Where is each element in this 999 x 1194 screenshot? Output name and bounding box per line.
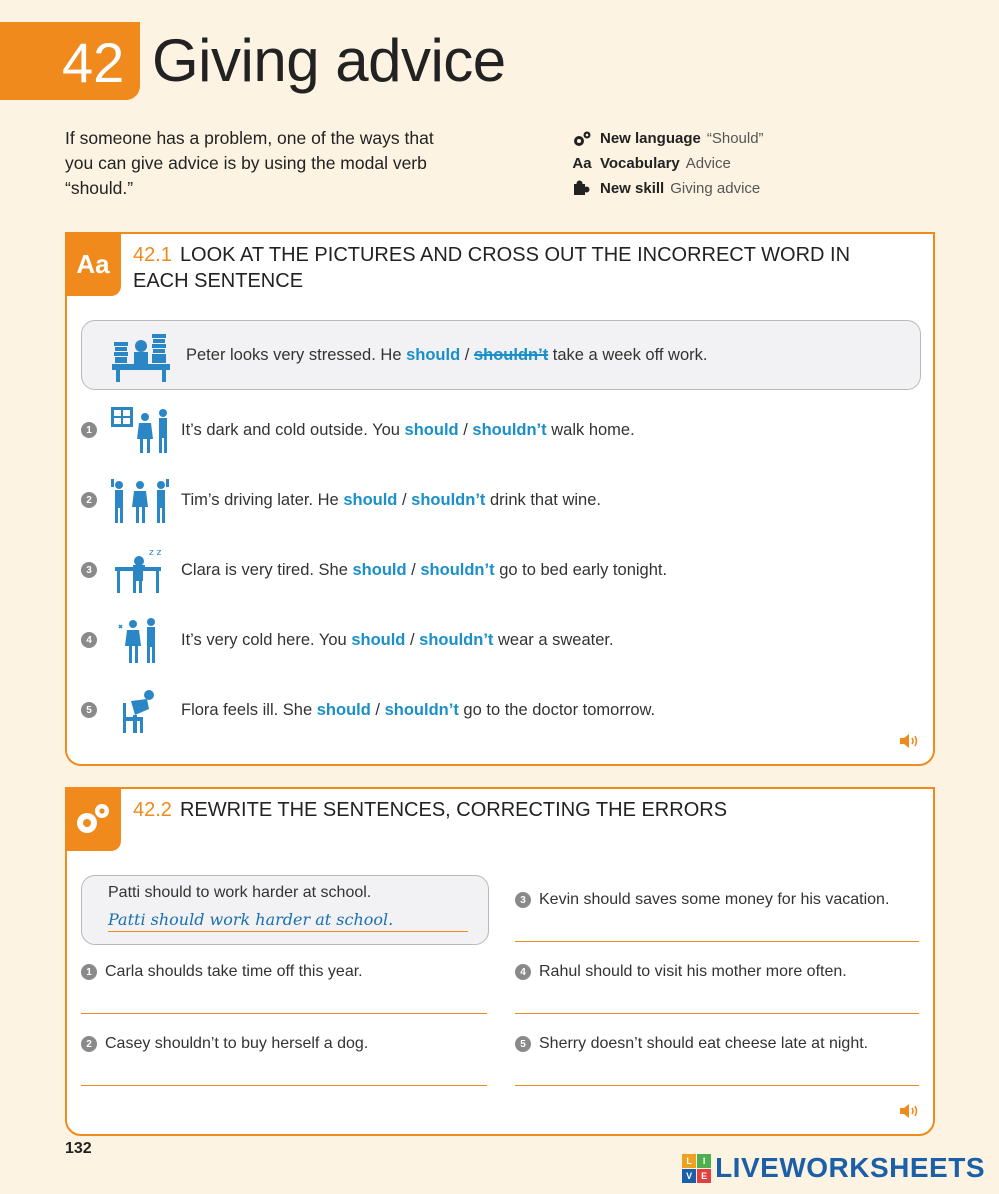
- option-should[interactable]: should: [406, 345, 461, 364]
- meta-row: [568, 151, 764, 176]
- answer-line[interactable]: [515, 1013, 919, 1014]
- option-shouldnt[interactable]: shouldn’t: [472, 420, 547, 439]
- unit-number: 42: [62, 31, 125, 94]
- sentence-text: Peter looks very stressed. He: [186, 345, 402, 364]
- exercise-heading: [133, 797, 893, 823]
- meta-value: Giving advice: [670, 180, 761, 197]
- item-sentence: [181, 421, 635, 440]
- option-should[interactable]: should: [351, 630, 406, 649]
- list-item: [515, 891, 889, 909]
- option-should[interactable]: should: [404, 420, 459, 439]
- exercise-number: 42.2: [133, 799, 172, 821]
- answer-line[interactable]: [81, 1085, 487, 1086]
- exercise-number: 42.1: [133, 244, 172, 266]
- cold-people-icon: [105, 612, 175, 668]
- option-shouldnt[interactable]: shouldn’t: [419, 630, 494, 649]
- sentence-text: Clara is very tired. She: [181, 560, 348, 579]
- logo-grid-letter: L: [682, 1154, 696, 1168]
- list-item: [81, 472, 601, 528]
- meta-value: Advice: [685, 155, 731, 172]
- meta-key: Vocabulary: [600, 155, 680, 172]
- couple-window-icon: [105, 402, 175, 458]
- option-separator: /: [463, 420, 468, 439]
- item-number: 4: [515, 964, 531, 980]
- sleeping-at-desk-icon: [105, 542, 175, 598]
- aa-tab-icon: Aa: [65, 232, 121, 296]
- logo-grid-letter: E: [697, 1169, 711, 1183]
- intro-text: If someone has a problem, one of the ways that you can give advice is by using the modal verb “should.”: [65, 128, 434, 198]
- option-separator: /: [464, 345, 470, 364]
- logo-grid-letter: V: [682, 1169, 696, 1183]
- logo-grid-icon: [682, 1154, 711, 1183]
- item-sentence: [181, 631, 614, 650]
- option-shouldnt[interactable]: shouldn’t: [384, 700, 459, 719]
- sentence-text: walk home.: [551, 420, 635, 439]
- option-separator: /: [409, 630, 415, 649]
- sentence-text: It’s very cold here. You: [181, 630, 347, 649]
- option-separator: /: [375, 700, 380, 719]
- sentence-text: wear a sweater.: [498, 630, 614, 649]
- svg-text:z z: z z: [149, 548, 162, 558]
- item-number: 3: [515, 892, 531, 908]
- example-question: Patti should to work harder at school.: [108, 884, 372, 901]
- list-item: [515, 963, 847, 981]
- list-item: [81, 1035, 368, 1053]
- meta-key: New skill: [600, 180, 665, 197]
- item-sentence: Rahul should to visit his mother more often.: [539, 963, 847, 980]
- item-number: 1: [81, 964, 97, 980]
- option-shouldnt[interactable]: shouldn’t: [411, 490, 486, 509]
- stressed-worker-icon: [106, 327, 176, 383]
- option-should[interactable]: should: [352, 560, 407, 579]
- sentence-text: take a week off work.: [552, 345, 708, 364]
- unit-meta: [568, 126, 764, 201]
- exercise-42-2-panel: [65, 787, 935, 1136]
- sentence-text: drink that wine.: [490, 490, 601, 509]
- meta-row: [568, 126, 764, 151]
- item-number: 1: [81, 422, 97, 438]
- meta-key: New language: [600, 130, 701, 147]
- answer-line[interactable]: [515, 941, 919, 942]
- list-item: [81, 963, 363, 981]
- answer-line[interactable]: [515, 1085, 919, 1086]
- item-number: 2: [81, 492, 97, 508]
- exercise-instruction: LOOK AT THE PICTURES AND CROSS OUT THE INCORRECT WORD IN EACH SENTENCE: [133, 244, 851, 292]
- puzzle-icon: [568, 180, 596, 198]
- logo-grid-letter: I: [697, 1154, 711, 1168]
- sentence-text: Flora feels ill. She: [181, 700, 313, 719]
- gears-icon: [568, 130, 596, 148]
- exercise-instruction: REWRITE THE SENTENCES, CORRECTING THE ERRORS: [179, 799, 728, 821]
- list-item: [515, 1035, 868, 1053]
- liveworksheets-logo: [682, 1152, 985, 1184]
- list-item: [81, 542, 667, 598]
- list-item: [81, 402, 635, 458]
- exercise-heading: [133, 242, 893, 294]
- item-sentence: [181, 561, 667, 580]
- logo-text: LIVEWORKSHEETS: [715, 1152, 985, 1183]
- audio-speaker-icon[interactable]: [899, 733, 921, 754]
- option-should[interactable]: should: [343, 490, 398, 509]
- item-number: 3: [81, 562, 97, 578]
- gears-tab-icon: [65, 787, 121, 851]
- item-number: 4: [81, 632, 97, 648]
- item-sentence: Sherry doesn’t should eat cheese late at night.: [539, 1035, 869, 1052]
- aa-icon: Aa: [572, 155, 592, 172]
- sentence-text: It’s dark and cold outside. You: [181, 420, 400, 439]
- example-box: [81, 320, 921, 390]
- list-item: [81, 612, 614, 668]
- meta-row: [568, 176, 764, 201]
- people-drinking-icon: [105, 472, 175, 528]
- sentence-text: go to bed early tonight.: [499, 560, 668, 579]
- item-number: 2: [81, 1036, 97, 1052]
- example-row: [106, 327, 707, 383]
- example-sentence: [186, 346, 707, 365]
- answer-line[interactable]: [81, 1013, 487, 1014]
- item-sentence: [181, 491, 601, 510]
- sentence-text: go to the doctor tomorrow.: [463, 700, 656, 719]
- sick-person-icon: [105, 682, 175, 738]
- item-sentence: Carla shoulds take time off this year.: [105, 963, 363, 980]
- option-should[interactable]: should: [316, 700, 371, 719]
- meta-value: “Should”: [706, 130, 764, 147]
- item-number: 5: [515, 1036, 531, 1052]
- item-number: 5: [81, 702, 97, 718]
- option-shouldnt[interactable]: shouldn’t: [420, 560, 495, 579]
- example-answer: Patti should work harder at school.: [108, 910, 468, 932]
- item-sentence: [181, 701, 655, 720]
- page-number: 132: [65, 1140, 92, 1157]
- option-separator: /: [411, 560, 416, 579]
- option-shouldnt[interactable]: shouldn’t: [473, 345, 549, 364]
- exercise-42-1-panel: [65, 232, 935, 766]
- example-box: [81, 875, 489, 945]
- item-sentence: Casey shouldn’t to buy herself a dog.: [105, 1035, 369, 1052]
- option-separator: /: [401, 490, 407, 509]
- item-sentence: Kevin should saves some money for his vacation.: [539, 891, 890, 908]
- list-item: [81, 682, 655, 738]
- unit-title: Giving advice: [152, 27, 506, 94]
- sentence-text: Tim’s driving later. He: [181, 490, 339, 509]
- audio-speaker-icon[interactable]: [899, 1103, 921, 1124]
